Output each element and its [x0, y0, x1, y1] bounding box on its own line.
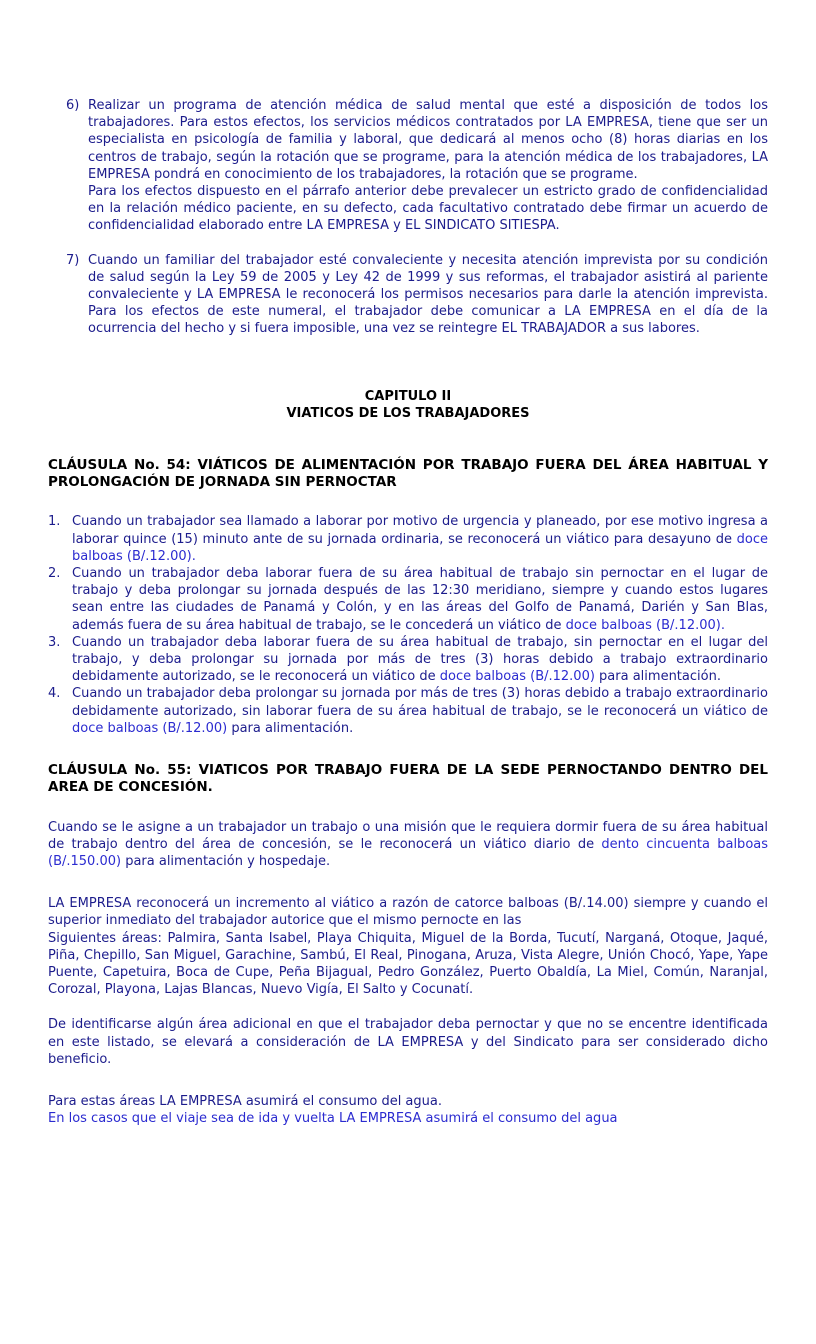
text-run: Cuando un trabajador sea llamado a laborar por motivo de urgencia y planeado, por ese motivo ingresa a laborar quince (15) minuto ante de su jornada ordinaria, se reconocerá un viático para desayuno de: [72, 514, 768, 547]
highlighted-text-run: doce balboas (B/.12.00): [439, 669, 595, 685]
item-marker: 3.: [48, 634, 61, 650]
text-run: Realizar un programa de atención médica de salud mental que esté a disposición de todos los trabajadores. Para estos efectos, los servicios médicos contratados por LA EMPRESA, tiene que ser un especialista en psicología de familia y laboral, que dedicará al menos ocho (8) horas diarias en los centros de trabajo, según la rotación que se programe, para la atención médica de los trabajadores, LA EMPRESA pondrá en conocimiento de los trabajadores, la rotación que se programe.: [88, 98, 768, 182]
clause-55-heading: CLÁUSULA No. 55: VIATICOS POR TRABAJO FUERA DE LA SEDE PERNOCTANDO DENTRO DEL AREA DE CONCESIÓN.: [48, 762, 768, 796]
text-run: Para estas áreas LA EMPRESA asumirá el consumo del agua.: [48, 1093, 442, 1109]
paragraph: [48, 895, 768, 929]
highlighted-text-run: doce balboas (B/.12.00).: [565, 617, 725, 633]
clause-55-section: [48, 762, 768, 1127]
item-marker: 4.: [48, 686, 61, 702]
chapter-title: CAPITULO II: [364, 388, 452, 404]
text-run: Cuando un familiar del trabajador esté convaleciente y necesita atención imprevista por su condición de salud según la Ley 59 de 2005 y Ley 42 de 1999 y sus reformas, el trabajador asistirá al pariente convaleciente y LA EMPRESA le reconocerá los permisos necesarios para darle la atención imprevista. Para los efectos de este numeral, el trabajador debe comunicar a LA EMPRESA en el día de la ocurrencia del hecho y si fuera imposible, una vez se reintegre EL TRABAJADOR a sus labores.: [88, 252, 768, 337]
chapter-heading: [48, 388, 768, 422]
text-run: para alimentación.: [594, 669, 721, 685]
paragraph: [48, 1110, 768, 1127]
clause-54-heading: CLÁUSULA No. 54: VIÁTICOS DE ALIMENTACIÓN POR TRABAJO FUERA DEL ÁREA HABITUAL Y PROLONGACIÓN DE JORNADA SIN PERNOCTAR: [48, 457, 768, 491]
text-run: LA EMPRESA reconocerá un incremento al viático a razón de catorce balboas (B/.14.00) siempre y cuando el superior inmediato del trabajador autorice que el mismo pernocte en las: [48, 896, 768, 929]
paragraph: [48, 1016, 768, 1068]
highlighted-text-run: En los casos que el viaje sea de ida y vuelta LA EMPRESA asumirá el consumo del agua: [48, 1111, 618, 1127]
text-run: Siguientes áreas: Palmira, Santa Isabel, Playa Chiquita, Miguel de la Borda, Tucutí, Narganá, Otoque, Jaqué, Piña, Chepillo, San Miguel, Garachine, Sambú, El Real, Pinogana, Aruza, Vista Alegre, Unión Chocó, Yape, Yape Puente, Capetuira, Boca de Cupe, Peña Bijagual, Pedro González, Puerto Obaldía, La Miel, Común, Naranjal, Corozal, Playona, Lajas Blancas, Nuevo Vigía, El Salto y Cocunatí.: [48, 930, 768, 998]
paragraph: [88, 183, 768, 235]
highlighted-text-run: doce balboas (B/.12.00): [72, 720, 228, 736]
item-marker: 1.: [48, 514, 61, 530]
list-item-2: [48, 565, 768, 634]
paragraph: [48, 819, 768, 871]
paragraph: [72, 513, 768, 565]
chapter-subtitle: VIATICOS DE LOS TRABAJADORES: [286, 405, 530, 421]
numbered-item-6: [48, 97, 768, 235]
paragraph: [72, 565, 768, 634]
text-run: para alimentación.: [227, 720, 354, 736]
text-run: Cuando un trabajador deba laborar fuera de su área habitual de trabajo, sin pernoctar en el lugar del trabajo, y deba prolongar su jornada por más de tres (3) horas debido a trabajo extraordinario debidamente autorizado, se le reconocerá un viático de: [72, 634, 768, 685]
list-item-3: [48, 634, 768, 686]
text-run: De identificarse algún área adicional en que el trabajador deba pernoctar y que no se encentre identificada en este listado, se elevará a consideración de LA EMPRESA y del Sindicato para ser considerado dicho beneficio.: [48, 1017, 768, 1067]
item-marker: 7): [66, 252, 80, 268]
text-run: para alimentación y hospedaje.: [121, 853, 331, 869]
numbered-item-7: [48, 252, 768, 338]
paragraph: [88, 97, 768, 183]
clause-54-list: [48, 513, 768, 737]
list-item-4: [48, 685, 768, 737]
text-run: Cuando un trabajador deba laborar fuera de su área habitual de trabajo sin pernoctar en el lugar de trabajo y deba prolongar su jornada después de las 12:30 meridiano, siempre y cuando estos lugares sean entre las ciudades de Panamá y Colón, y en las áreas del Golfo de Panamá, Darién y San Blas, además fuera de su área habitual de trabajo, se le concederá un viático de: [72, 566, 768, 633]
document-content: [48, 97, 768, 1127]
item-marker: 6): [66, 98, 80, 113]
text-run: Cuando se le asigne a un trabajador un trabajo o una misión que le requiera dormir fuera de su área habitual de trabajo dentro del área de concesión, se le reconocerá un viático diario de: [48, 819, 768, 852]
text-run: Para los efectos dispuesto en el párrafo anterior debe prevalecer un estricto grado de confidencialidad en la relación médico paciente, en su defecto, cada facultativo contratado debe firmar un acuerdo de confidencialidad elaborado entre LA EMPRESA y EL SINDICATO SITIESPA.: [88, 184, 768, 234]
highlighted-text-run: dento cincuenta balboas (B/.150.00): [48, 836, 769, 869]
paragraph: [72, 634, 768, 686]
item-marker: 2.: [48, 566, 61, 582]
text-run: Cuando un trabajador deba prolongar su jornada por más de tres (3) horas debido a trabajo extraordinario debidamente autorizado, sin laborar fuera de su área habitual de trabajo, se le reconocerá un viático de: [72, 686, 768, 719]
paragraph: [48, 1093, 768, 1110]
paragraph: [72, 685, 768, 737]
list-item-1: [48, 513, 768, 565]
highlighted-text-run: doce balboas (B/.12.00).: [72, 531, 768, 564]
paragraph: [48, 930, 768, 999]
paragraph: [88, 252, 768, 338]
